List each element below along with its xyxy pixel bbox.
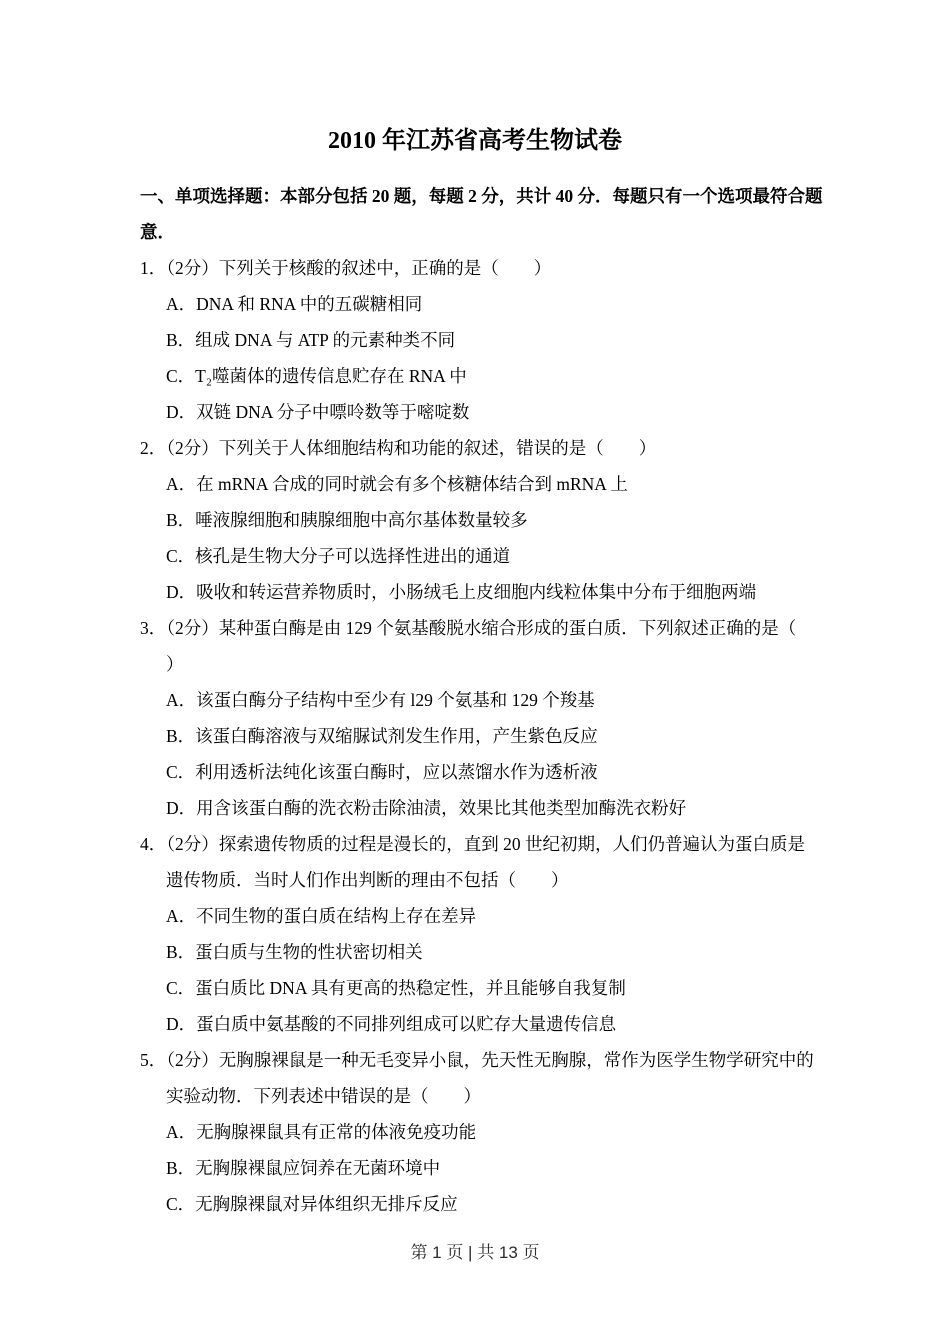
question-3-option-b: B．该蛋白酶溶液与双缩脲试剂发生作用，产生紫色反应 — [166, 726, 598, 746]
question-4-option-a: A．不同生物的蛋白质在结构上存在差异 — [166, 906, 477, 926]
question-1-option-d: D．双链 DNA 分子中嘌呤数等于嘧啶数 — [166, 402, 470, 422]
page-title: 2010 年江苏省高考生物试卷 — [328, 128, 622, 154]
question-1 — [140, 250, 830, 430]
question-4-stem-continuation: 遗传物质．当时人们作出判断的理由不包括（ ） — [166, 870, 569, 890]
question-5-option-c: C．无胸腺裸鼠对异体组织无排斥反应 — [166, 1194, 458, 1214]
question-2-number: 2． — [140, 438, 167, 458]
question-3-option-c: C．利用透析法纯化该蛋白酶时，应以蒸馏水作为透析液 — [166, 762, 598, 782]
question-5-option-b: B．无胸腺裸鼠应饲养在无菌环境中 — [166, 1158, 441, 1178]
question-5-stem-text: （2分）无胸腺裸鼠是一种无毛变异小鼠，先天性无胸腺，常作为医学生物学研究中的 — [166, 1050, 814, 1070]
question-4-option-d: D．蛋白质中氨基酸的不同排列组成可以贮存大量遗传信息 — [166, 1014, 617, 1034]
question-3-option-d: D．用含该蛋白酶的洗衣粉击除油渍，效果比其他类型加酶洗衣粉好 — [166, 798, 687, 818]
question-1-stem-text: （2分）下列关于核酸的叙述中，正确的是（ ） — [166, 258, 552, 278]
question-4 — [140, 826, 830, 1042]
question-5-stem — [140, 1042, 830, 1078]
question-5-number: 5． — [140, 1050, 167, 1070]
question-2-stem — [140, 430, 830, 466]
question-2-stem-text: （2分）下列关于人体细胞结构和功能的叙述，错误的是（ ） — [166, 438, 657, 458]
section-header-line: 意． — [140, 222, 175, 242]
section-header-line: 一、单项选择题：本部分包括 20 题，每题 2 分，共计 40 分．每题只有一个选项最符合题 — [140, 186, 823, 206]
question-1-option-b: B．组成 DNA 与 ATP 的元素种类不同 — [166, 330, 456, 350]
exam-content — [140, 178, 830, 1222]
question-3-stem-continuation: ） — [166, 654, 184, 674]
question-3-stem — [140, 610, 830, 646]
question-4-stem — [140, 826, 830, 862]
question-2-option-c: C．核孔是生物大分子可以选择性进出的通道 — [166, 546, 511, 566]
question-5-option-a: A．无胸腺裸鼠具有正常的体液免疫功能 — [166, 1122, 477, 1142]
question-3-stem-text: （2分）某种蛋白酶是由 129 个氨基酸脱水缩合形成的蛋白质．下列叙述正确的是（ — [166, 618, 797, 638]
question-2-option-b: B．唾液腺细胞和胰腺细胞中高尔基体数量较多 — [166, 510, 528, 530]
question-2-option-a: A．在 mRNA 合成的同时就会有多个核糖体结合到 mRNA 上 — [166, 474, 628, 494]
page-footer: 第 1 页 | 共 13 页 — [410, 1243, 540, 1262]
section-header — [140, 178, 830, 250]
question-4-option-b: B．蛋白质与生物的性状密切相关 — [166, 942, 423, 962]
question-4-option-c: C．蛋白质比 DNA 具有更高的热稳定性，并且能够自我复制 — [166, 978, 626, 998]
question-2 — [140, 430, 830, 610]
question-5-stem-continuation: 实验动物．下列表述中错误的是（ ） — [166, 1086, 481, 1106]
question-4-number: 4． — [140, 834, 167, 854]
question-1-option-c: C．T₂噬菌体的遗传信息贮存在 RNA 中 — [166, 366, 467, 386]
question-5 — [140, 1042, 830, 1222]
question-2-option-d: D．吸收和转运营养物质时，小肠绒毛上皮细胞内线粒体集中分布于细胞两端 — [166, 582, 757, 602]
question-3 — [140, 610, 830, 826]
question-1-option-a: A．DNA 和 RNA 中的五碳糖相同 — [166, 294, 423, 314]
question-1-number: 1． — [140, 258, 167, 278]
question-1-stem — [140, 250, 830, 286]
question-3-option-a: A．该蛋白酶分子结构中至少有 l29 个氨基和 129 个羧基 — [166, 690, 595, 710]
question-3-number: 3． — [140, 618, 167, 638]
question-4-stem-text: （2分）探索遗传物质的过程是漫长的，直到 20 世纪初期，人们仍普遍认为蛋白质是 — [166, 834, 805, 854]
